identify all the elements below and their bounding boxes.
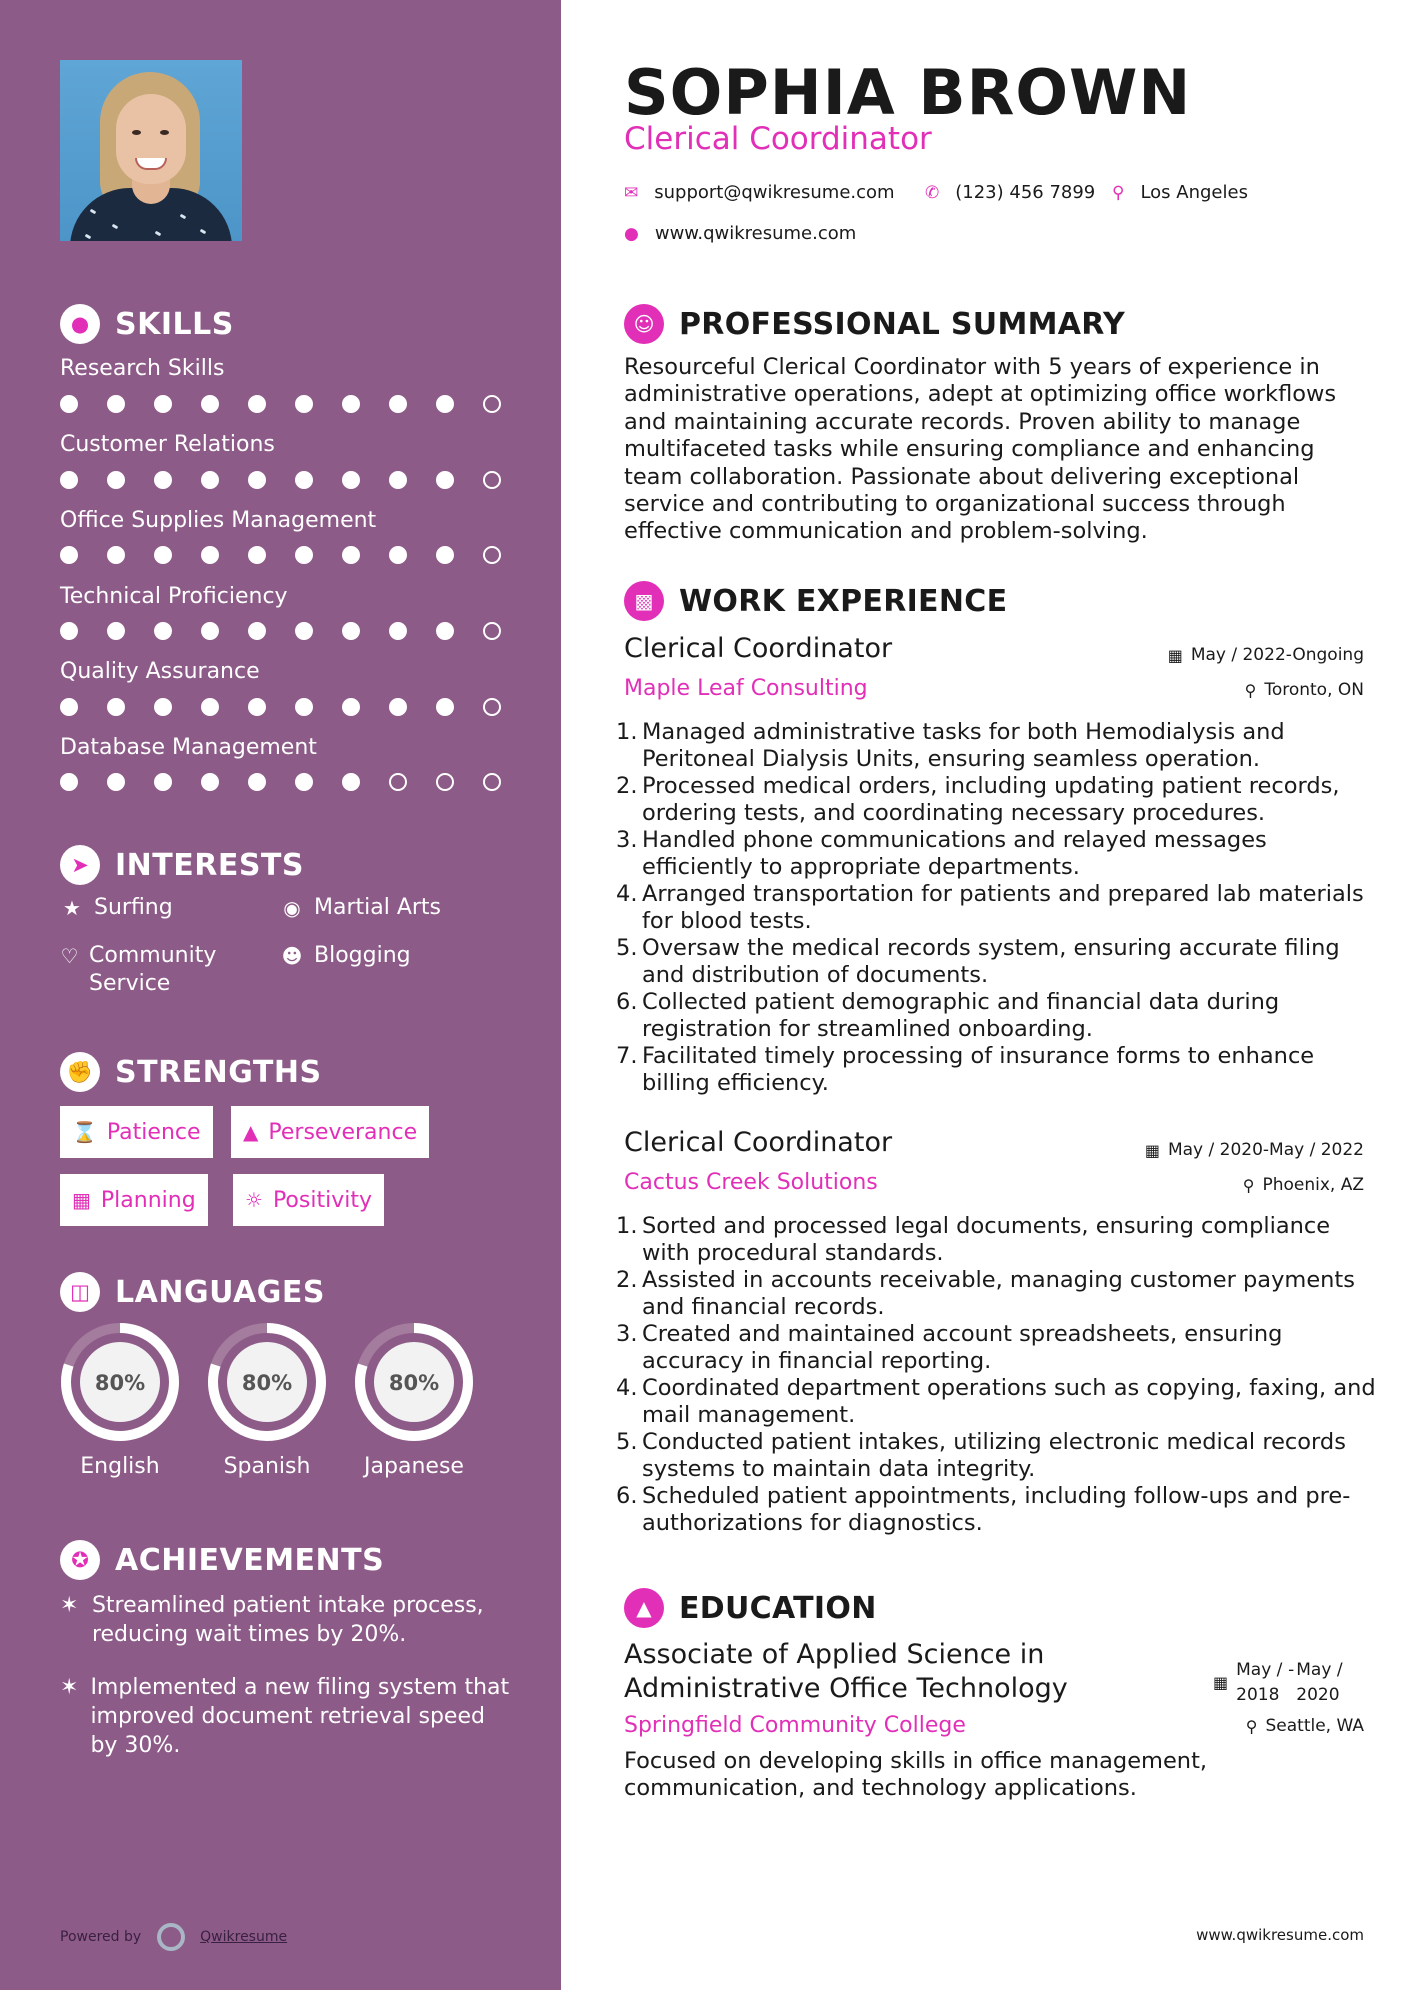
skill-dot bbox=[60, 471, 78, 489]
job-bullet: 2. Assisted in accounts receivable, managing customer payments and financial records. bbox=[616, 1267, 1355, 1320]
interest-item: ♡ Community Service bbox=[60, 943, 217, 996]
achievements-heading: ✪ ACHIEVEMENTS bbox=[60, 1540, 384, 1580]
skill-dot bbox=[107, 773, 125, 791]
language-name: English bbox=[80, 1454, 160, 1479]
skill-dot bbox=[436, 698, 454, 716]
job-bullets bbox=[616, 1213, 1376, 1537]
paper-plane-icon: ➤ bbox=[60, 845, 100, 885]
gauge-percent: 80% bbox=[94, 1371, 146, 1395]
skill-rating bbox=[60, 773, 530, 791]
skill-dot bbox=[436, 471, 454, 489]
skill-dot bbox=[107, 471, 125, 489]
skill-dot bbox=[436, 546, 454, 564]
globe-icon: ● bbox=[624, 223, 639, 244]
job-bullet: 1. Managed administrative tasks for both Hemodialysis and Peritoneal Dialysis Units, ensuring seamless operation. bbox=[616, 719, 1285, 772]
language-card-icon: ◫ bbox=[60, 1272, 100, 1312]
skill-dot bbox=[483, 773, 501, 791]
job-bullet: 6. Collected patient demographic and financial data during registration for streamlined onboarding. bbox=[616, 989, 1280, 1042]
skill-dot bbox=[60, 622, 78, 640]
skill-dot bbox=[107, 395, 125, 413]
skill-name: Customer Relations bbox=[60, 432, 275, 457]
education-description: Focused on developing skills in office management, communication, and technology applications. bbox=[624, 1748, 1208, 1802]
pushpin-icon: ⚲ bbox=[1245, 1716, 1258, 1736]
skill-dot bbox=[342, 395, 360, 413]
skill-dot bbox=[60, 698, 78, 716]
skill-dot bbox=[389, 395, 407, 413]
language-name: Japanese bbox=[364, 1454, 464, 1479]
skill-dot bbox=[154, 471, 172, 489]
skill-dot bbox=[248, 395, 266, 413]
job-title: Clerical Coordinator bbox=[624, 633, 893, 664]
calendar-icon: ▦ bbox=[1167, 645, 1183, 665]
gauge-percent: 80% bbox=[388, 1371, 440, 1395]
skill-dot bbox=[60, 773, 78, 791]
mountain-icon: ▲ bbox=[243, 1120, 259, 1144]
language-item bbox=[352, 1320, 476, 1479]
skill-dot bbox=[60, 395, 78, 413]
gauge-percent: 80% bbox=[241, 1371, 293, 1395]
job-date: ▦ May / 2020-May / 2022 bbox=[1144, 1140, 1364, 1160]
shooting-star-icon: ✶ bbox=[60, 1675, 79, 1700]
skill-dot bbox=[295, 395, 313, 413]
candidate-name: SOPHIA BROWN bbox=[624, 56, 1192, 129]
profile-photo bbox=[60, 60, 242, 241]
skill-dot bbox=[295, 471, 313, 489]
lightbulb-icon: ● bbox=[60, 304, 100, 344]
skill-dot bbox=[248, 698, 266, 716]
skill-dot bbox=[436, 622, 454, 640]
job-title: Clerical Coordinator bbox=[624, 1127, 893, 1158]
job-company: Cactus Creek Solutions bbox=[624, 1170, 878, 1195]
job-bullet: 3. Handled phone communications and relayed messages efficiently to appropriate departments. bbox=[616, 827, 1267, 880]
job-location: ⚲ Toronto, ON bbox=[1244, 680, 1364, 700]
contact-phone[interactable]: ✆ (123) 456 7899 bbox=[925, 182, 1096, 203]
skill-dot bbox=[60, 546, 78, 564]
skill-dot bbox=[342, 622, 360, 640]
qwikresume-link[interactable]: Qwikresume bbox=[200, 1929, 288, 1945]
skill-dot bbox=[107, 546, 125, 564]
interest-item: ★ Surfing bbox=[60, 894, 173, 922]
skill-dot bbox=[201, 698, 219, 716]
summary-heading: ☺ PROFESSIONAL SUMMARY bbox=[624, 304, 1125, 344]
fist-icon: ✊ bbox=[60, 1052, 100, 1092]
job-bullets bbox=[616, 719, 1376, 1097]
skill-rating bbox=[60, 395, 530, 413]
skills-heading: ● SKILLS bbox=[60, 304, 234, 344]
skill-dot bbox=[248, 773, 266, 791]
users-icon: ☻ bbox=[281, 944, 303, 968]
job-date: ▦ May / 2022-Ongoing bbox=[1167, 645, 1364, 665]
language-item bbox=[205, 1320, 329, 1479]
job-bullet: 4. Coordinated department operations such as copying, faxing, and mail management. bbox=[616, 1375, 1376, 1428]
job-bullet: 4. Arranged transportation for patients and prepared lab materials for blood tests. bbox=[616, 881, 1364, 934]
globe-icon: ◉ bbox=[283, 896, 301, 920]
skill-dot bbox=[248, 546, 266, 564]
language-gauge bbox=[352, 1320, 476, 1444]
skill-name: Office Supplies Management bbox=[60, 508, 377, 533]
contact-website[interactable]: ● www.qwikresume.com bbox=[624, 223, 857, 244]
skill-dot bbox=[295, 698, 313, 716]
strength-tag: ☼ Positivity bbox=[233, 1174, 384, 1226]
contact-location: ⚲ Los Angeles bbox=[1112, 182, 1248, 203]
skill-rating bbox=[60, 698, 530, 716]
skill-dot bbox=[107, 698, 125, 716]
skill-dot bbox=[483, 698, 501, 716]
interest-item: ◉ Martial Arts bbox=[280, 894, 441, 922]
office-chair-icon: ▩ bbox=[624, 581, 664, 621]
skill-dot bbox=[295, 773, 313, 791]
star-icon: ★ bbox=[63, 896, 81, 920]
skill-name: Research Skills bbox=[60, 356, 225, 381]
job-bullet: 2. Processed medical orders, including updating patient records, ordering tests, and coordinating necessary procedures. bbox=[616, 773, 1340, 826]
calendar-icon: ▦ bbox=[1213, 1673, 1229, 1692]
skill-dot bbox=[248, 471, 266, 489]
shooting-star-icon: ✶ bbox=[60, 1593, 79, 1618]
phone-icon: ✆ bbox=[925, 182, 940, 203]
skill-dot bbox=[201, 471, 219, 489]
job-company: Maple Leaf Consulting bbox=[624, 676, 868, 701]
skill-dot bbox=[342, 698, 360, 716]
hand-icon: ♡ bbox=[60, 944, 79, 968]
skill-dot bbox=[201, 395, 219, 413]
skill-dot bbox=[201, 546, 219, 564]
strength-tag: ⌛ Patience bbox=[60, 1106, 213, 1158]
skill-dot bbox=[342, 773, 360, 791]
job-bullet: 5. Conducted patient intakes, utilizing electronic medical records systems to maintain data integrity. bbox=[616, 1429, 1346, 1482]
skill-dot bbox=[154, 622, 172, 640]
job-bullet: 6. Scheduled patient appointments, including follow-ups and pre-authorizations for diagnostics. bbox=[616, 1483, 1351, 1536]
strength-tag: ▲ Perseverance bbox=[231, 1106, 429, 1158]
powered-by: Powered by Qwikresume bbox=[60, 1923, 287, 1951]
strengths-heading: ✊ STRENGTHS bbox=[60, 1052, 322, 1092]
skill-dot bbox=[483, 546, 501, 564]
skill-dot bbox=[483, 395, 501, 413]
job-bullet: 3. Created and maintained account spreadsheets, ensuring accuracy in financial reporting. bbox=[616, 1321, 1283, 1374]
skill-rating bbox=[60, 546, 530, 564]
skill-rating bbox=[60, 622, 530, 640]
skill-dot bbox=[107, 622, 125, 640]
map-pin-icon: ⚲ bbox=[1112, 182, 1125, 203]
calendar-icon: ▦ bbox=[1144, 1140, 1160, 1160]
pushpin-icon: ⚲ bbox=[1244, 680, 1257, 700]
experience-heading: ▩ WORK EXPERIENCE bbox=[624, 581, 1007, 621]
job-bullet: 1. Sorted and processed legal documents, ensuring compliance with procedural standards. bbox=[616, 1213, 1331, 1266]
pushpin-icon: ⚲ bbox=[1242, 1175, 1255, 1195]
skill-dot bbox=[342, 471, 360, 489]
skill-dot bbox=[154, 395, 172, 413]
contact-email[interactable]: ✉ support@qwikresume.com bbox=[624, 182, 895, 203]
skill-rating bbox=[60, 471, 530, 489]
calendar-icon: ▦ bbox=[72, 1188, 91, 1212]
skill-dot bbox=[389, 546, 407, 564]
achievement-item: ✶ Implemented a new filing system that improved document retrieval speed by 30%. bbox=[60, 1675, 510, 1758]
skill-dot bbox=[201, 622, 219, 640]
candidate-title: Clerical Coordinator bbox=[624, 121, 932, 157]
skill-name: Technical Proficiency bbox=[60, 584, 288, 609]
education-school: Springfield Community College bbox=[624, 1713, 966, 1738]
skill-dot bbox=[389, 773, 407, 791]
skill-dot bbox=[154, 773, 172, 791]
skill-name: Database Management bbox=[60, 735, 317, 760]
skill-name: Quality Assurance bbox=[60, 659, 260, 684]
qwikresume-logo-icon bbox=[157, 1923, 185, 1951]
skill-dot bbox=[483, 471, 501, 489]
skill-dot bbox=[342, 546, 360, 564]
skill-dot bbox=[389, 698, 407, 716]
interest-item: ☻ Blogging bbox=[281, 943, 411, 968]
languages-heading: ◫ LANGUAGES bbox=[60, 1272, 325, 1312]
skill-dot bbox=[436, 773, 454, 791]
skill-dot bbox=[295, 622, 313, 640]
language-gauge bbox=[58, 1320, 182, 1444]
interests-heading: ➤ INTERESTS bbox=[60, 845, 304, 885]
education-degree: Associate of Applied Science in Administrative Office Technology bbox=[624, 1639, 1068, 1704]
sun-icon: ☼ bbox=[245, 1188, 263, 1212]
language-name: Spanish bbox=[223, 1454, 311, 1479]
skill-dot bbox=[295, 546, 313, 564]
language-item bbox=[58, 1320, 182, 1479]
hourglass-icon: ⌛ bbox=[72, 1120, 97, 1144]
skill-dot bbox=[201, 773, 219, 791]
star-badge-icon: ✪ bbox=[60, 1540, 100, 1580]
footer-url[interactable]: www.qwikresume.com bbox=[1196, 1926, 1364, 1944]
skill-dot bbox=[436, 395, 454, 413]
skill-dot bbox=[389, 471, 407, 489]
job-location: ⚲ Phoenix, AZ bbox=[1242, 1175, 1364, 1195]
graduation-icon: ▲ bbox=[624, 1588, 664, 1628]
skill-dot bbox=[154, 546, 172, 564]
skill-dot bbox=[248, 622, 266, 640]
skill-dot bbox=[483, 622, 501, 640]
strength-tag: ▦ Planning bbox=[60, 1174, 208, 1226]
skill-dot bbox=[154, 698, 172, 716]
education-heading: ▲ EDUCATION bbox=[624, 1588, 877, 1628]
achievement-item: ✶ Streamlined patient intake process, reducing wait times by 20%. bbox=[60, 1593, 484, 1647]
education-location: ⚲ Seattle, WA bbox=[1245, 1716, 1364, 1736]
language-gauge bbox=[205, 1320, 329, 1444]
user-icon: ☺ bbox=[624, 304, 664, 344]
education-date: ▦ May / 2018 - May / 2020 bbox=[1213, 1658, 1352, 1708]
summary-text: Resourceful Clerical Coordinator with 5 years of experience in administrative operations, adept at optimizing office workflows and maintaining accurate records. Proven ability to manage multifaceted tasks while ensuring compliance and enhancing team collaboration. Passionate about delivering exceptional service and contributing to organizational success through effective communication and problem-solving. bbox=[624, 354, 1337, 545]
job-bullet: 7. Facilitated timely processing of insurance forms to enhance billing efficiency. bbox=[616, 1043, 1315, 1096]
skill-dot bbox=[389, 622, 407, 640]
job-bullet: 5. Oversaw the medical records system, ensuring accurate filing and distribution of documents. bbox=[616, 935, 1340, 988]
sidebar bbox=[0, 0, 561, 1990]
envelope-icon: ✉ bbox=[624, 182, 639, 203]
